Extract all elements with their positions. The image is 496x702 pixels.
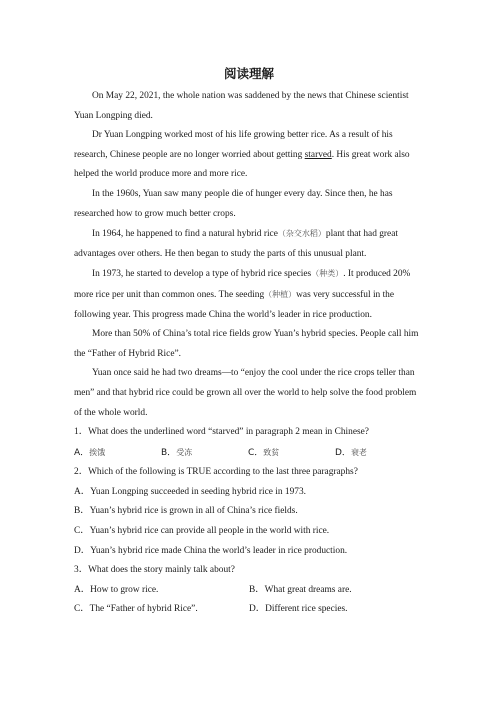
question-2-option-c[interactable] (74, 522, 424, 542)
option-letter: B． (249, 584, 265, 595)
option-text: Yuan’s hybrid rice can provide all people in the world with rice. (89, 526, 330, 537)
question-1-options (74, 443, 424, 464)
option-letter: B． (74, 506, 90, 517)
page-title: 阅读理解 (223, 66, 274, 81)
question-2-option-a[interactable] (74, 483, 424, 503)
option-letter: A． (74, 486, 91, 497)
question-3-option-c[interactable] (74, 600, 249, 620)
option-letter: C． (74, 604, 90, 615)
question-3-stem: 3．What does the story mainly talk about? (74, 565, 235, 576)
question-2-option-d[interactable] (74, 542, 424, 562)
question-1-option-c[interactable] (248, 443, 335, 464)
question-3-options-row-1 (74, 581, 424, 601)
paragraph-1: On May 22, 2021, the whole nation was saddened by the news that Chinese scientist Yuan Longping died. (74, 91, 409, 121)
option-text: 致贫 (263, 447, 280, 457)
paragraph-5 (74, 264, 424, 325)
chinese-gloss-species: （种类） (311, 269, 344, 279)
option-text: Different rice species. (265, 604, 348, 615)
question-3-options-row-2 (74, 600, 424, 620)
option-letter: C． (248, 447, 264, 458)
option-letter: A． (74, 584, 91, 595)
question-1-option-d[interactable] (335, 443, 422, 464)
paragraph-5-text-c: was very successful in the following year. This progress made China the world’s leader in rice production. (74, 289, 395, 320)
option-text: Yuan’s hybrid rice is grown in all of China’s rice fields. (89, 506, 298, 517)
option-letter: C． (74, 526, 90, 537)
chinese-gloss-hybrid-rice: （杂交水稻） (277, 229, 326, 239)
option-text: Yuan Longping succeeded in seeding hybrid rice in 1973. (90, 486, 306, 497)
paragraph-2 (74, 126, 424, 185)
option-text: 挨饿 (89, 447, 106, 457)
paragraph-4-text-a: In 1964, he happened to find a natural hybrid rice (92, 229, 278, 240)
question-1-stem: 1．What does the underlined word “starved” in paragraph 2 mean in Chinese? (74, 427, 369, 438)
option-letter: D． (335, 447, 351, 458)
paragraph-3: In the 1960s, Yuan saw many people die of hunger every day. Since then, he has researched how to grow much better crops. (74, 188, 393, 219)
option-text: How to grow rice. (90, 584, 159, 595)
question-1-option-b[interactable] (161, 443, 248, 464)
paragraph-5-text-b: . It produced 20% more rice per unit than common ones. The seeding (74, 269, 411, 300)
question-3-option-b[interactable] (249, 581, 424, 601)
paragraph-4 (74, 224, 424, 264)
paragraph-2-text-b: . His great work also helped the world produce more and more rice. (74, 149, 410, 180)
underlined-word: starved (304, 149, 332, 160)
paragraph-7: Yuan once said he had two dreams—to “enjoy the cool under the rice crops teller than men” and that hybrid rice could be grown all over the world to help solve the food problem of the whole world. (74, 368, 417, 418)
question-1-option-a[interactable] (74, 443, 161, 464)
question-2-stem: 2．Which of the following is TRUE according to the last three paragraphs? (74, 467, 358, 478)
question-2-option-b[interactable] (74, 502, 424, 522)
reading-comprehension-page (74, 64, 424, 620)
paragraph-4-text-b: plant that had great advantages over others. He then began to study the parts of this unusual plant. (74, 229, 398, 259)
option-letter: B． (161, 447, 177, 458)
option-letter: A． (74, 447, 90, 458)
option-text: Yuan’s hybrid rice made China the world’s leader in rice production. (90, 545, 348, 556)
question-3-option-d[interactable] (249, 600, 424, 620)
question-3-option-a[interactable] (74, 581, 249, 601)
option-letter: D． (74, 545, 91, 556)
option-text: What great dreams are. (264, 584, 352, 595)
option-text: The “Father of hybrid Rice”. (89, 604, 198, 615)
paragraph-2-text-a: Dr Yuan Longping worked most of his life growing better rice. As a result of his research, Chinese people are no longer worried about getting (74, 130, 393, 160)
option-text: 受冻 (176, 447, 193, 457)
chinese-gloss-seeding: （种植） (264, 289, 297, 299)
paragraph-5-text-a: In 1973, he started to develop a type of hybrid rice species (92, 269, 312, 280)
option-text: 衰老 (350, 447, 367, 457)
paragraph-6: More than 50% of China’s total rice fields grow Yuan’s hybrid species. People call him the “Father of Hybrid Rice”. (74, 329, 419, 359)
option-letter: D． (249, 604, 266, 615)
